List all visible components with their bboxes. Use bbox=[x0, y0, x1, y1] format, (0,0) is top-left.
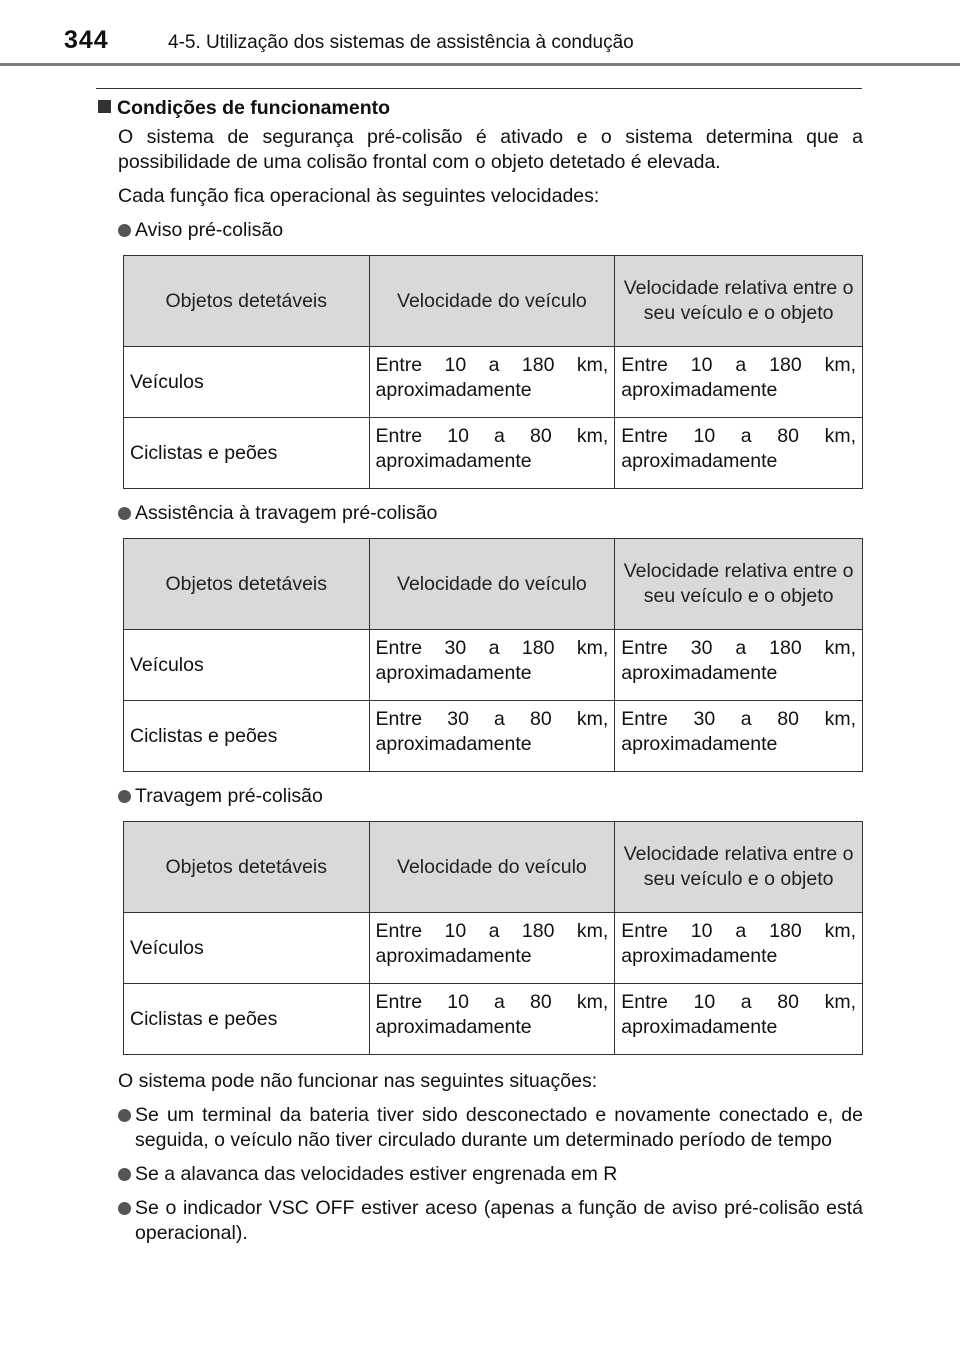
bullet-icon bbox=[118, 1168, 131, 1181]
table-cell: Entre 10 a 180 km, aproximadamente bbox=[369, 347, 615, 418]
speed-table-brake-assist bbox=[123, 538, 863, 772]
page-number: 344 bbox=[64, 26, 109, 54]
table-cell: Entre 10 a 180 km, aproximadamente bbox=[615, 347, 863, 418]
situation-item: Se o indicador VSC OFF estiver aceso (apenas a função de aviso pré-colisão está operacional). bbox=[118, 1196, 863, 1246]
header-cell: Velocidade do veículo bbox=[369, 822, 615, 913]
header-rule bbox=[0, 63, 960, 66]
table-cell: Entre 30 a 80 km, aproximadamente bbox=[615, 701, 863, 772]
table-row bbox=[124, 984, 863, 1055]
table-row bbox=[124, 630, 863, 701]
table-cell: Entre 10 a 80 km, aproximadamente bbox=[369, 418, 615, 489]
table-header-row bbox=[124, 256, 863, 347]
table-cell: Entre 30 a 180 km, aproximadamente bbox=[615, 630, 863, 701]
table-cell: Veículos bbox=[124, 347, 370, 418]
situations-intro: O sistema pode não funcionar nas seguintes situações: bbox=[118, 1070, 598, 1092]
table-row bbox=[124, 418, 863, 489]
table-cell: Entre 10 a 80 km, aproximadamente bbox=[369, 984, 615, 1055]
table-cell: Entre 10 a 180 km, aproximadamente bbox=[369, 913, 615, 984]
bullet-icon bbox=[118, 1202, 131, 1215]
header-cell: Velocidade relativa entre o seu veículo e o objeto bbox=[615, 539, 863, 630]
table-cell: Ciclistas e peões bbox=[124, 418, 370, 489]
table-cell: Entre 10 a 180 km, aproximadamente bbox=[615, 913, 863, 984]
table-row bbox=[124, 347, 863, 418]
situation-item: Se um terminal da bateria tiver sido desconectado e novamente conectado e, de seguida, o veículo não tiver circulado durante um determinado período de tempo bbox=[118, 1103, 863, 1153]
header-cell: Objetos detetáveis bbox=[124, 539, 370, 630]
section-title: 4-5. Utilização dos sistemas de assistência à condução bbox=[168, 32, 634, 53]
header-cell: Objetos detetáveis bbox=[124, 822, 370, 913]
table-cell: Veículos bbox=[124, 630, 370, 701]
situation-item: Se a alavanca das velocidades estiver engrenada em R bbox=[118, 1162, 863, 1187]
speed-table-pre-collision-warning bbox=[123, 255, 863, 489]
table-label: Travagem pré-colisão bbox=[118, 784, 863, 809]
header-cell: Velocidade do veículo bbox=[369, 539, 615, 630]
header-cell: Velocidade do veículo bbox=[369, 256, 615, 347]
heading-text: Condições de funcionamento bbox=[117, 97, 391, 119]
table-header-row bbox=[124, 822, 863, 913]
bullet-icon bbox=[118, 224, 131, 237]
table-cell: Entre 30 a 180 km, aproximadamente bbox=[369, 630, 615, 701]
intro-paragraph: O sistema de segurança pré-colisão é ativado e o sistema determina que a possibilidade de uma colisão frontal com o objeto detetado é elevada. bbox=[118, 126, 863, 173]
speed-table-pre-collision-braking bbox=[123, 821, 863, 1055]
table-cell: Entre 10 a 80 km, aproximadamente bbox=[615, 418, 863, 489]
table-cell: Ciclistas e peões bbox=[124, 701, 370, 772]
table-row bbox=[124, 913, 863, 984]
table-header-row bbox=[124, 539, 863, 630]
table-cell: Entre 30 a 80 km, aproximadamente bbox=[369, 701, 615, 772]
bullet-icon bbox=[118, 790, 131, 803]
square-bullet-icon bbox=[98, 100, 111, 113]
heading bbox=[98, 96, 863, 121]
table-label: Assistência à travagem pré-colisão bbox=[118, 501, 863, 526]
intro-paragraph: Cada função fica operacional às seguintes velocidades: bbox=[118, 185, 600, 207]
table-cell: Veículos bbox=[124, 913, 370, 984]
header-cell: Velocidade relativa entre o seu veículo e o objeto bbox=[615, 822, 863, 913]
table-cell: Ciclistas e peões bbox=[124, 984, 370, 1055]
header-cell: Objetos detetáveis bbox=[124, 256, 370, 347]
page-content bbox=[98, 96, 863, 1255]
bullet-icon bbox=[118, 1109, 131, 1122]
header-cell: Velocidade relativa entre o seu veículo e o objeto bbox=[615, 256, 863, 347]
bullet-icon bbox=[118, 507, 131, 520]
table-cell: Entre 10 a 80 km, aproximadamente bbox=[615, 984, 863, 1055]
table-row bbox=[124, 701, 863, 772]
top-rule bbox=[96, 88, 862, 89]
table-label: Aviso pré-colisão bbox=[118, 218, 863, 243]
page-header bbox=[0, 0, 960, 68]
